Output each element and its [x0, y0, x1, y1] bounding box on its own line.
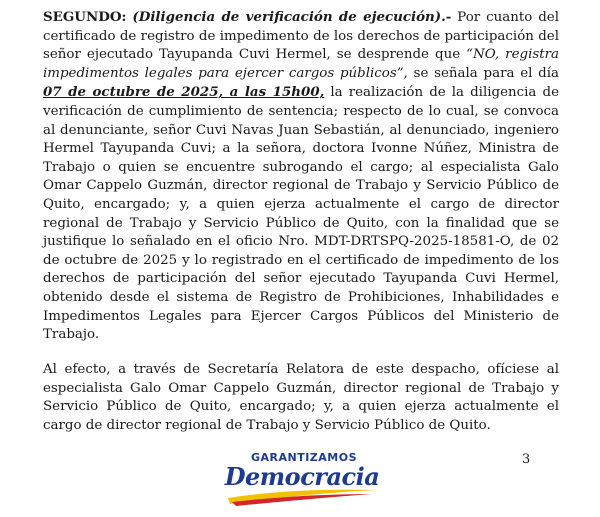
logo-main-text: Democracia	[224, 462, 380, 491]
paragraph-text: Al efecto, a través de Secretaría Relatora de este despacho, ofíciese al especialista Galo Omar Cappelo Guzmán, director regional de Trabajo y Servicio Público de Quito, encargado; y, a quien ejerza actualmente el cargo de director regional de Trabajo y Servicio Público de Quito.	[43, 362, 559, 433]
logo-swoosh-icon	[222, 480, 382, 508]
quoted-text: “NO, registra impedimentos legales para ejercer cargos públicos”	[43, 47, 559, 81]
paragraph-text: la realización de la diligencia de verificación de cumplimiento de sentencia; respecto de lo cual, se convoca al denunciante, señor Cuvi Navas Juan Sebastián, al denunciado, ingeniero Hermel Tayupanda Cuvi; a la señora, doctora Ivonne Núñez, Ministra de Trabajo o quien se encuentre subrogando el cargo; al especialista Galo Omar Cappelo Guzmán, director regional de Trabajo y Servicio Público de Quito, encargado; y, a quien ejerza actualmente el cargo de director regional de Trabajo y Servicio Público de Quito, con la finalidad que se justifique lo señalado en el oficio Nro. MDT-DRTSPQ-2025-18581-O, de 02 de octubre de 2025 y lo registrado en el certificado de impedimento de los derechos de participación del señor ejecutado Tayupanda Cuvi Hermel, obtenido desde el sistema de Registro de Prohibiciones, Inhabilidades e Impedimentos Legales para Ejercer Cargos Públicos del Ministerio de Trabajo.	[43, 85, 559, 343]
paragraph-segundo	[43, 8, 559, 345]
paragraph-text: , se señala para el día	[403, 65, 559, 81]
page-number: 3	[522, 452, 531, 467]
garantizamos-democracia-logo	[222, 450, 382, 508]
section-subheading: (Diligencia de verificación de ejecución).-	[132, 9, 452, 25]
paragraph-text: Por cuanto del certificado de registro de impedimento de los derechos de participación del señor ejecutado Tayupanda Cuvi Hermel, se desprende que	[43, 10, 559, 63]
section-heading: SEGUNDO:	[43, 9, 127, 25]
logo-top-text: GARANTIZAMOS	[250, 451, 358, 464]
hearing-date: 07 de octubre de 2025, a las 15h00,	[43, 84, 325, 101]
paragraph-al-efecto	[43, 361, 559, 435]
